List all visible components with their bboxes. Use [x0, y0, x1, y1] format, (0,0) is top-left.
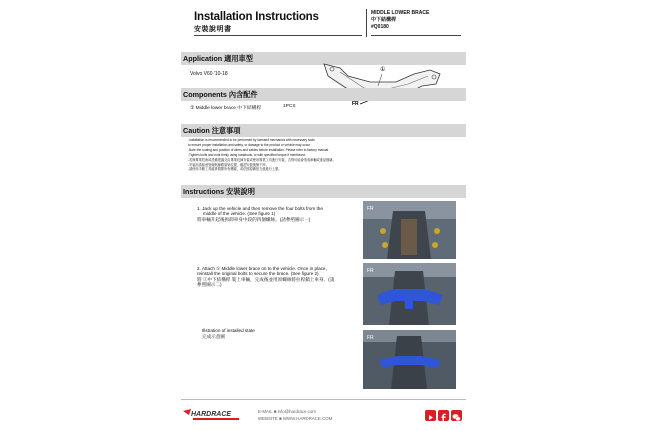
- underbody-photo: [363, 330, 456, 389]
- fr-label: FR: [352, 101, 359, 107]
- vehicle-model: Volvo V60 '10-18: [190, 71, 228, 77]
- step-text: 2. Attach ① Middle lower brace on to the vehicle. Once in place,: [197, 266, 327, 271]
- caution-heading: Caution 注意事項: [183, 126, 241, 135]
- website-link[interactable]: WWW.HARDRACE.COM: [282, 416, 333, 421]
- components-heading: Components 內含配件: [183, 90, 258, 99]
- instruction-step-2: [197, 266, 357, 288]
- wechat-icon[interactable]: [451, 410, 462, 421]
- header-rule: [194, 35, 362, 36]
- component-item: ① Middle lower brace 中下結構桿: [190, 106, 262, 111]
- caption-text-cn: 完成示意圖: [202, 333, 225, 339]
- caution-list: [188, 138, 388, 172]
- step-text-cn: 將 ①中下結構桿 裝上車輛，完成後並用原螺絲將拉桿鎖上車身。(請: [197, 276, 335, 282]
- caution-section-header: [181, 124, 466, 137]
- caption-text: Illstration of installed state: [202, 328, 255, 333]
- photo-fr-label: FR: [367, 335, 374, 341]
- figure-2-photo: [363, 263, 456, 325]
- callout-number: ①: [380, 66, 386, 73]
- email-label: E-MAIL: [258, 409, 273, 414]
- header-rule-right: [371, 35, 461, 36]
- underbody-photo: [363, 201, 456, 259]
- caution-item: -若無專業技術或設備建議交由專業技師安裝或使用專業工具進行安裝，否則可能會造成車輛或產品損壞。: [188, 157, 336, 162]
- component-quantity: 1PCS: [283, 104, 296, 109]
- facebook-icon[interactable]: [438, 410, 449, 421]
- installed-state-photo: [363, 330, 456, 389]
- step-text: middle of the vehicle. (See figure 1): [203, 211, 276, 217]
- caution-item: to ensure proper installation and safety, or damage to the product or vehicle may occur.: [188, 142, 311, 147]
- email-link[interactable]: info@hardrace.com: [277, 409, 316, 414]
- email-line: E-MAIL ■ info@hardrace.com: [258, 409, 316, 414]
- photo-fr-label: FR: [367, 206, 374, 212]
- instructions-section-header: [181, 185, 466, 198]
- step-text: reinstall the original bolts to secure the brace. (See figure 2): [197, 271, 319, 277]
- application-heading: Application 適用車型: [183, 54, 253, 63]
- caution-item: -Note the routing and position of wires and cables before installation. Please refer to factory manual.: [188, 147, 330, 152]
- youtube-icon[interactable]: [425, 410, 436, 421]
- caution-item: -請使用手動工具確實鎖緊所有螺絲，或依照原廠扭力值進行上緊。: [188, 167, 282, 172]
- part-name-cn: 中下結構桿: [371, 17, 397, 24]
- header-divider: [366, 9, 367, 37]
- document-title-cn: 安裝說明書: [194, 26, 232, 33]
- footer-contact: [258, 408, 332, 422]
- caution-item: -安裝前請留意管線與線路原始位置，確認安裝後無干涉。: [188, 162, 269, 167]
- brace-diagram: [318, 58, 448, 110]
- caution-item: -Tighten bolts and nuts firmly using handtools, or with specified torque if mentioned.: [188, 152, 306, 157]
- photo-fr-label: FR: [367, 268, 374, 274]
- components-section-header: [181, 88, 466, 101]
- instructions-heading: Instructions 安裝說明: [183, 187, 255, 196]
- website-line: WEBSITE ■ WWW.HARDRACE.COM: [258, 416, 333, 421]
- figure-1-photo: [363, 201, 456, 259]
- part-name: MIDDLE LOWER BRACE: [371, 10, 430, 16]
- document-title: Installation Instructions: [194, 11, 319, 23]
- step-text-cn: 參照圖示二): [197, 282, 222, 288]
- website-label: WEBSITE: [258, 416, 278, 421]
- step-text: 1. Jack up the vehicle and then remove the four bolts from the: [197, 206, 323, 211]
- installed-state-caption: [202, 328, 255, 339]
- step-text-cn: 將車輛升起後拆卸車身中段的四個螺絲。(請參照圖示一): [197, 216, 311, 222]
- caution-item: -Installation is recommended to be performed by licensed mechanics with necessary tools: [188, 138, 315, 142]
- instruction-step-1: [197, 206, 357, 222]
- part-info: [371, 10, 429, 32]
- svg-text:HARDRACE: HARDRACE: [191, 411, 232, 418]
- hardrace-logo: [183, 407, 245, 423]
- footer-rule: [181, 399, 466, 400]
- part-number: #Q0180: [371, 24, 389, 31]
- underbody-photo: [363, 263, 456, 325]
